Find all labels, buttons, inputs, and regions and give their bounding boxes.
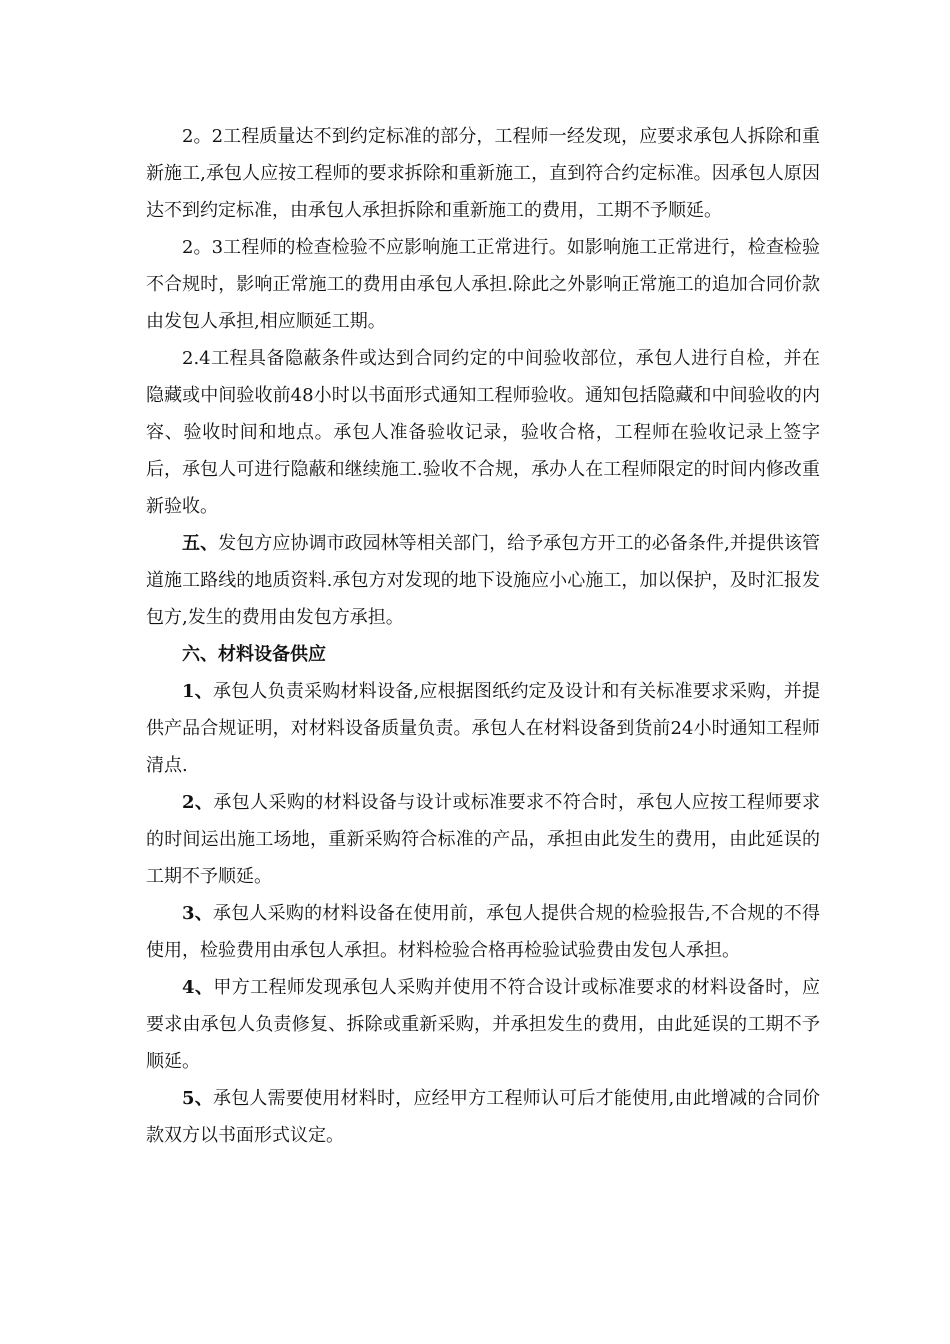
item-text: 承包人采购的材料设备在使用前，承包人提供合规的检验报告,不合规的不得使用，检验费用由承包人承担。材料检验合格再检验试验费由发包人承担。 [146,903,820,961]
document-page [146,118,820,1154]
item-text: 承包人采购的材料设备与设计或标准要求不符合时，承包人应按工程师要求的时间运出施工场地，重新采购符合标准的产品，承担由此发生的费用，由此延误的工期不予顺延。 [146,792,821,887]
item-number: 5、 [182,1088,213,1109]
list-item-2 [146,784,820,895]
paragraph-text: 2.4工程具备隐蔽条件或达到合同约定的中间验收部位，承包人进行自检，并在隐藏或中间验收前48小时以书面形式通知工程师验收。通知包括隐藏和中间验收的内容、验收时间和地点。承包人准备验收记录，验收合格，工程师在验收记录上签字后，承包人可进行隐蔽和继续施工.验收不合规，承办人在工程师限定的时间内修改重新验收。 [146,348,820,517]
item-number: 3、 [182,903,213,924]
paragraph-text: 2。2工程质量达不到约定标准的部分，工程师一经发现，应要求承包人拆除和重新施工,承包人应按工程师的要求拆除和重新施工，直到符合约定标准。因承包人原因达不到约定标准，由承包人承担拆除和重新施工的费用，工期不予顺延。 [146,126,820,221]
paragraph-text: 发包方应协调市政园林等相关部门，给予承包方开工的必备条件,并提供该管道施工路线的地质资料.承包方对发现的地下设施应小心施工，加以保护，及时汇报发包方,发生的费用由发包方承担。 [146,533,821,628]
item-number: 1、 [182,681,213,702]
item-text: 承包人负责采购材料设备,应根据图纸约定及设计和有关标准要求采购，并提供产品合规证明，对材料设备质量负责。承包人在材料设备到货前24小时通知工程师清点. [146,681,820,776]
paragraph-2-3 [146,229,820,340]
paragraph-2-2 [146,118,820,229]
section-heading-materials: 六、材料设备供应 [182,644,326,665]
list-item-1 [146,673,820,784]
list-item-4 [146,969,820,1080]
item-number: 4、 [182,977,214,998]
item-number: 2、 [182,792,214,813]
list-item-5 [146,1080,820,1154]
paragraph-section-5 [146,525,820,636]
section-number: 五、 [182,533,219,554]
item-text: 承包人需要使用材料时，应经甲方工程师认可后才能使用,由此增减的合同价款双方以书面形式议定。 [146,1088,820,1146]
list-item-3 [146,895,820,969]
paragraph-2-4 [146,340,820,525]
item-text: 甲方工程师发现承包人采购并使用不符合设计或标准要求的材料设备时，应要求由承包人负责修复、拆除或重新采购，并承担发生的费用，由此延误的工期不予顺延。 [146,977,821,1072]
paragraph-text: 2。3工程师的检查检验不应影响施工正常进行。如影响施工正常进行，检查检验不合规时，影响正常施工的费用由承包人承担.除此之外影响正常施工的追加合同价款由发包人承担,相应顺延工期。 [146,237,820,332]
